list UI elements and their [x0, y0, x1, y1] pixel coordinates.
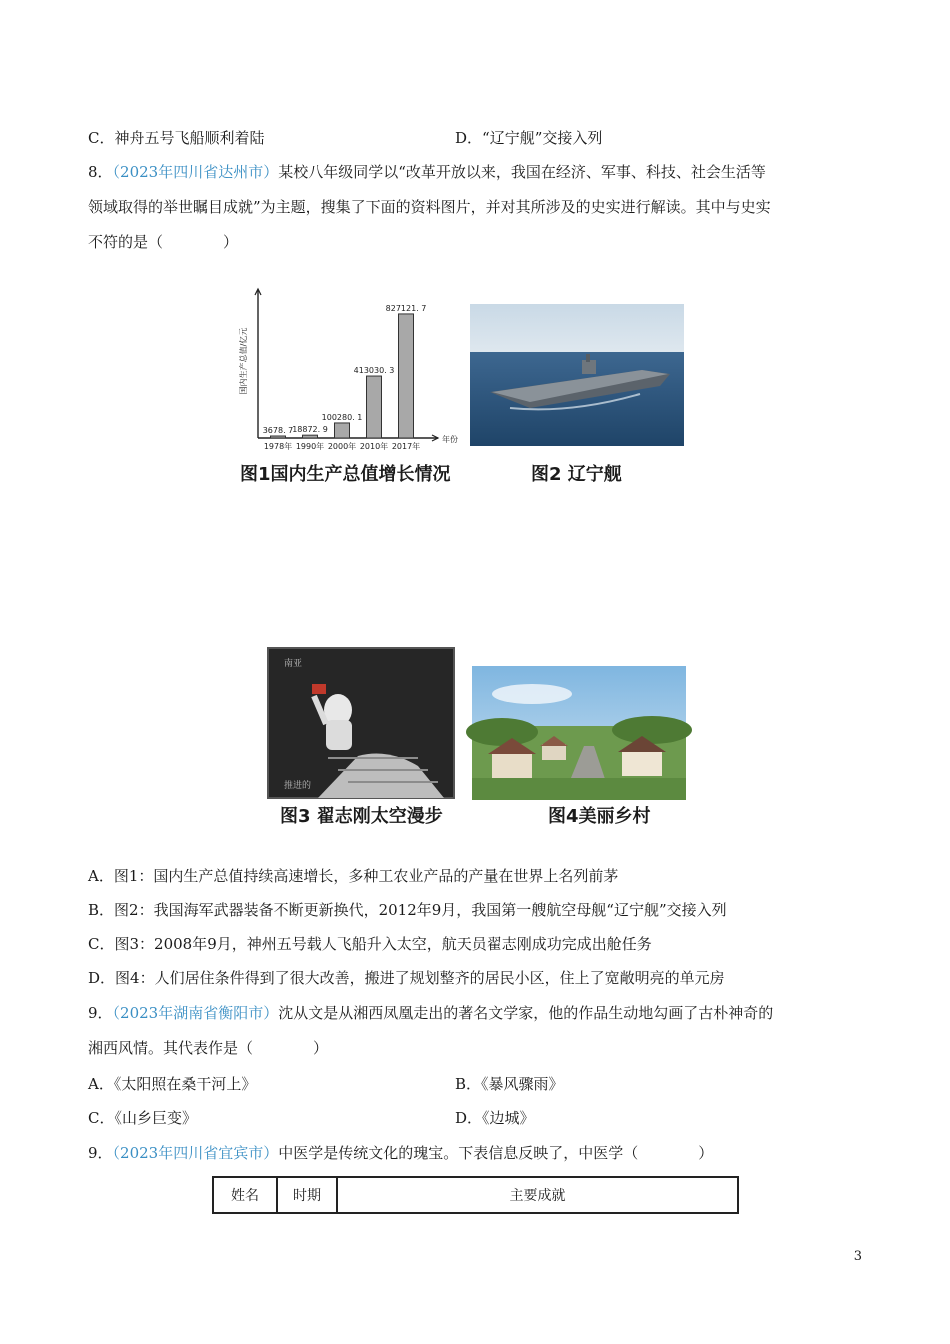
chart-tick-label-4: 2017年: [391, 442, 421, 451]
q8-stem-line1: [88, 165, 766, 180]
q9b-stem-line1: [88, 1146, 713, 1161]
figure-3-spacewalk-photo: [268, 648, 454, 798]
table-header-achievement: 主要成就: [337, 1177, 738, 1213]
chart-value-label-1: 18872. 9: [292, 425, 328, 435]
q8-option-b: B．图2：我国海军武器装备不断更新换代，2012年9月，我国第一艘航空母舰“辽宁舰”交接入列: [88, 901, 727, 919]
table-header-period: 时期: [277, 1177, 337, 1213]
page-number: 3: [853, 1249, 862, 1264]
chart-bar-3: [367, 376, 382, 438]
q9a-option-d: D．《边城》: [455, 1109, 535, 1127]
q9a-option-b: B．《暴风骤雨》: [455, 1075, 564, 1093]
figure-1-gdp-chart: [236, 286, 456, 456]
q8-text-1: 某校八年级同学以“改革开放以来，我国在经济、军事、科技、社会生活等: [278, 163, 766, 181]
chart-value-label-3: 413030. 3: [353, 366, 395, 376]
chart-x-label: 年份: [442, 435, 458, 444]
q9a-option-a: A．《太阳照在桑干河上》: [88, 1075, 257, 1093]
chart-y-label: 国内生产总值/亿元: [239, 327, 248, 395]
figure-2-carrier-photo: [470, 304, 684, 446]
figure-3-top-text: 南亚: [284, 659, 303, 669]
figure-4-village-photo: [472, 666, 686, 800]
chart-bar-4: [399, 314, 414, 438]
q9b-number: 9．: [88, 1144, 113, 1162]
q9a-stem-line1: [88, 1006, 773, 1021]
q7-option-d: D．“辽宁舰”交接入列: [455, 129, 603, 147]
q8-option-d: D．图4：人们居住条件得到了很大改善，搬进了规划整齐的居民小区，住上了宽敞明亮的单元房: [88, 969, 725, 987]
chart-bar-0: [271, 436, 286, 438]
q8-number: 8．: [88, 163, 113, 181]
chart-value-label-2: 100280. 1: [321, 412, 363, 422]
figure-1-caption: 图1国内生产总值增长情况: [240, 464, 451, 485]
chart-tick-label-1: 1990年: [295, 442, 325, 451]
q9a-text-1: 沈从文是从湘西凤凰走出的著名文学家，他的作品生动地勾画了古朴神奇的: [278, 1004, 774, 1022]
q9a-source: （2023年湖南省衡阳市）: [112, 1004, 279, 1022]
q8-source: （2023年四川省达州市）: [112, 163, 279, 181]
figure-3-caption: 图3 翟志刚太空漫步: [280, 806, 443, 827]
table-header-name: 姓名: [213, 1177, 277, 1213]
q9b-source: （2023年四川省宜宾市）: [112, 1144, 279, 1162]
chart-bar-1: [303, 435, 318, 438]
q9a-number: 9．: [88, 1004, 113, 1022]
q9b-text-1: 中医学是传统文化的瑰宝。下表信息反映了，中医学（ ）: [278, 1144, 714, 1162]
chart-value-label-0: 3678. 7: [262, 426, 294, 435]
q8-option-c: C．图3：2008年9月，神州五号载人飞船升入太空，航天员翟志刚成功完成出舱任务: [88, 935, 652, 953]
figure-2-caption: 图2 辽宁舰: [531, 464, 622, 485]
chart-tick-label-3: 2010年: [359, 442, 389, 451]
chart-tick-label-2: 2000年: [327, 442, 357, 451]
q8-option-a: A．图1：国内生产总值持续高速增长，多种工农业产品的产量在世界上名列前茅: [88, 867, 619, 885]
figure-4-caption: 图4美丽乡村: [548, 806, 651, 827]
q9a-stem-line2: 湘西风情。其代表作是（ ）: [88, 1039, 329, 1057]
q7-option-c: C．神舟五号飞船顺利着陆: [88, 129, 265, 147]
chart-value-label-4: 827121. 7: [385, 303, 427, 313]
q8-stem-line2: 领域取得的举世瞩目成就”为主题，搜集了下面的资料图片，并对其所涉及的史实进行解读。其中与史实: [88, 198, 771, 216]
figure-3-bottom-text: 推进的: [284, 781, 312, 791]
chart-tick-label-0: 1978年: [263, 442, 293, 451]
q9b-info-table: [212, 1176, 739, 1214]
q9a-option-c: C．《山乡巨变》: [88, 1109, 197, 1127]
chart-bar-2: [335, 423, 350, 438]
table-header-row: [213, 1177, 738, 1213]
q8-stem-line3: 不符的是（ ）: [88, 233, 239, 251]
